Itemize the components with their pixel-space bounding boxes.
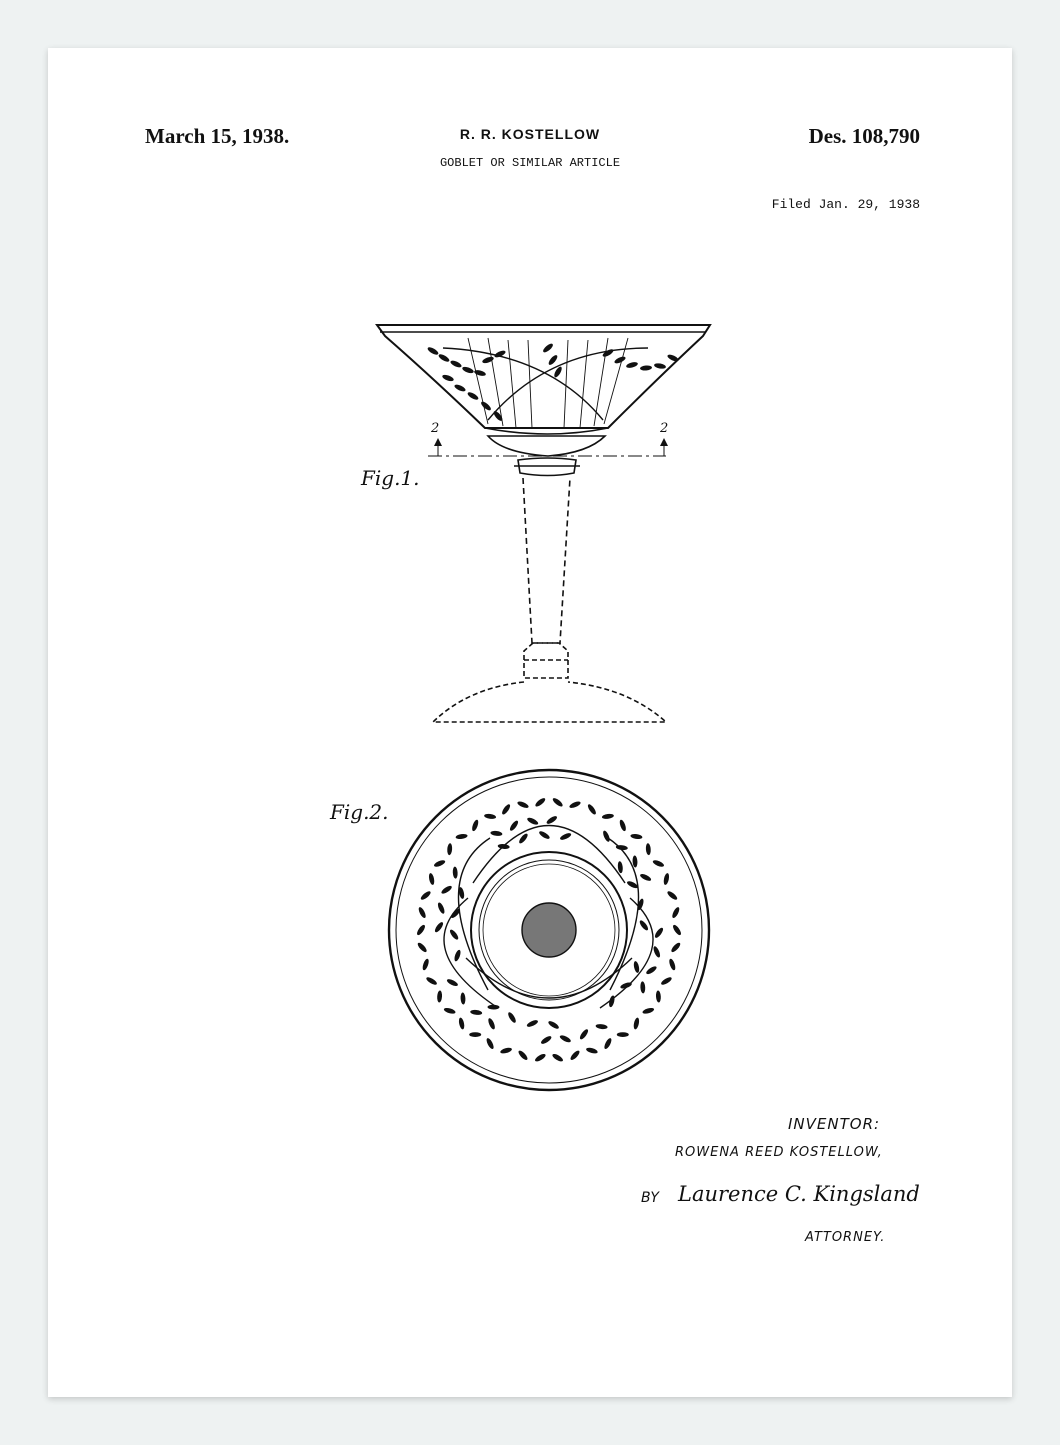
fig1-goblet-side-view	[377, 325, 710, 722]
article-title: GOBLET OR SIMILAR ARTICLE	[439, 156, 621, 170]
section-mark-right: 2	[660, 421, 669, 436]
section-mark-left: 2	[431, 421, 440, 436]
inventor-name: ROWENA REED KOSTELLOW,	[675, 1145, 883, 1160]
fig1-label: Fig.1.	[361, 466, 420, 490]
patent-sheet	[48, 48, 1012, 1397]
patent-date: March 15, 1938.	[145, 124, 290, 148]
attorney-label: ATTORNEY.	[805, 1230, 886, 1245]
filed-date: Filed Jan. 29, 1938	[771, 197, 920, 212]
attorney-signature: Laurence C. Kingsland	[678, 1182, 920, 1206]
inventor-header: R. R. KOSTELLOW	[459, 126, 601, 142]
by-label: BY	[641, 1190, 659, 1206]
inventor-label: INVENTOR:	[788, 1115, 881, 1133]
fig2-label: Fig.2.	[330, 800, 389, 824]
fig2-goblet-top-view	[389, 770, 709, 1090]
design-number: Des. 108,790	[808, 124, 920, 148]
